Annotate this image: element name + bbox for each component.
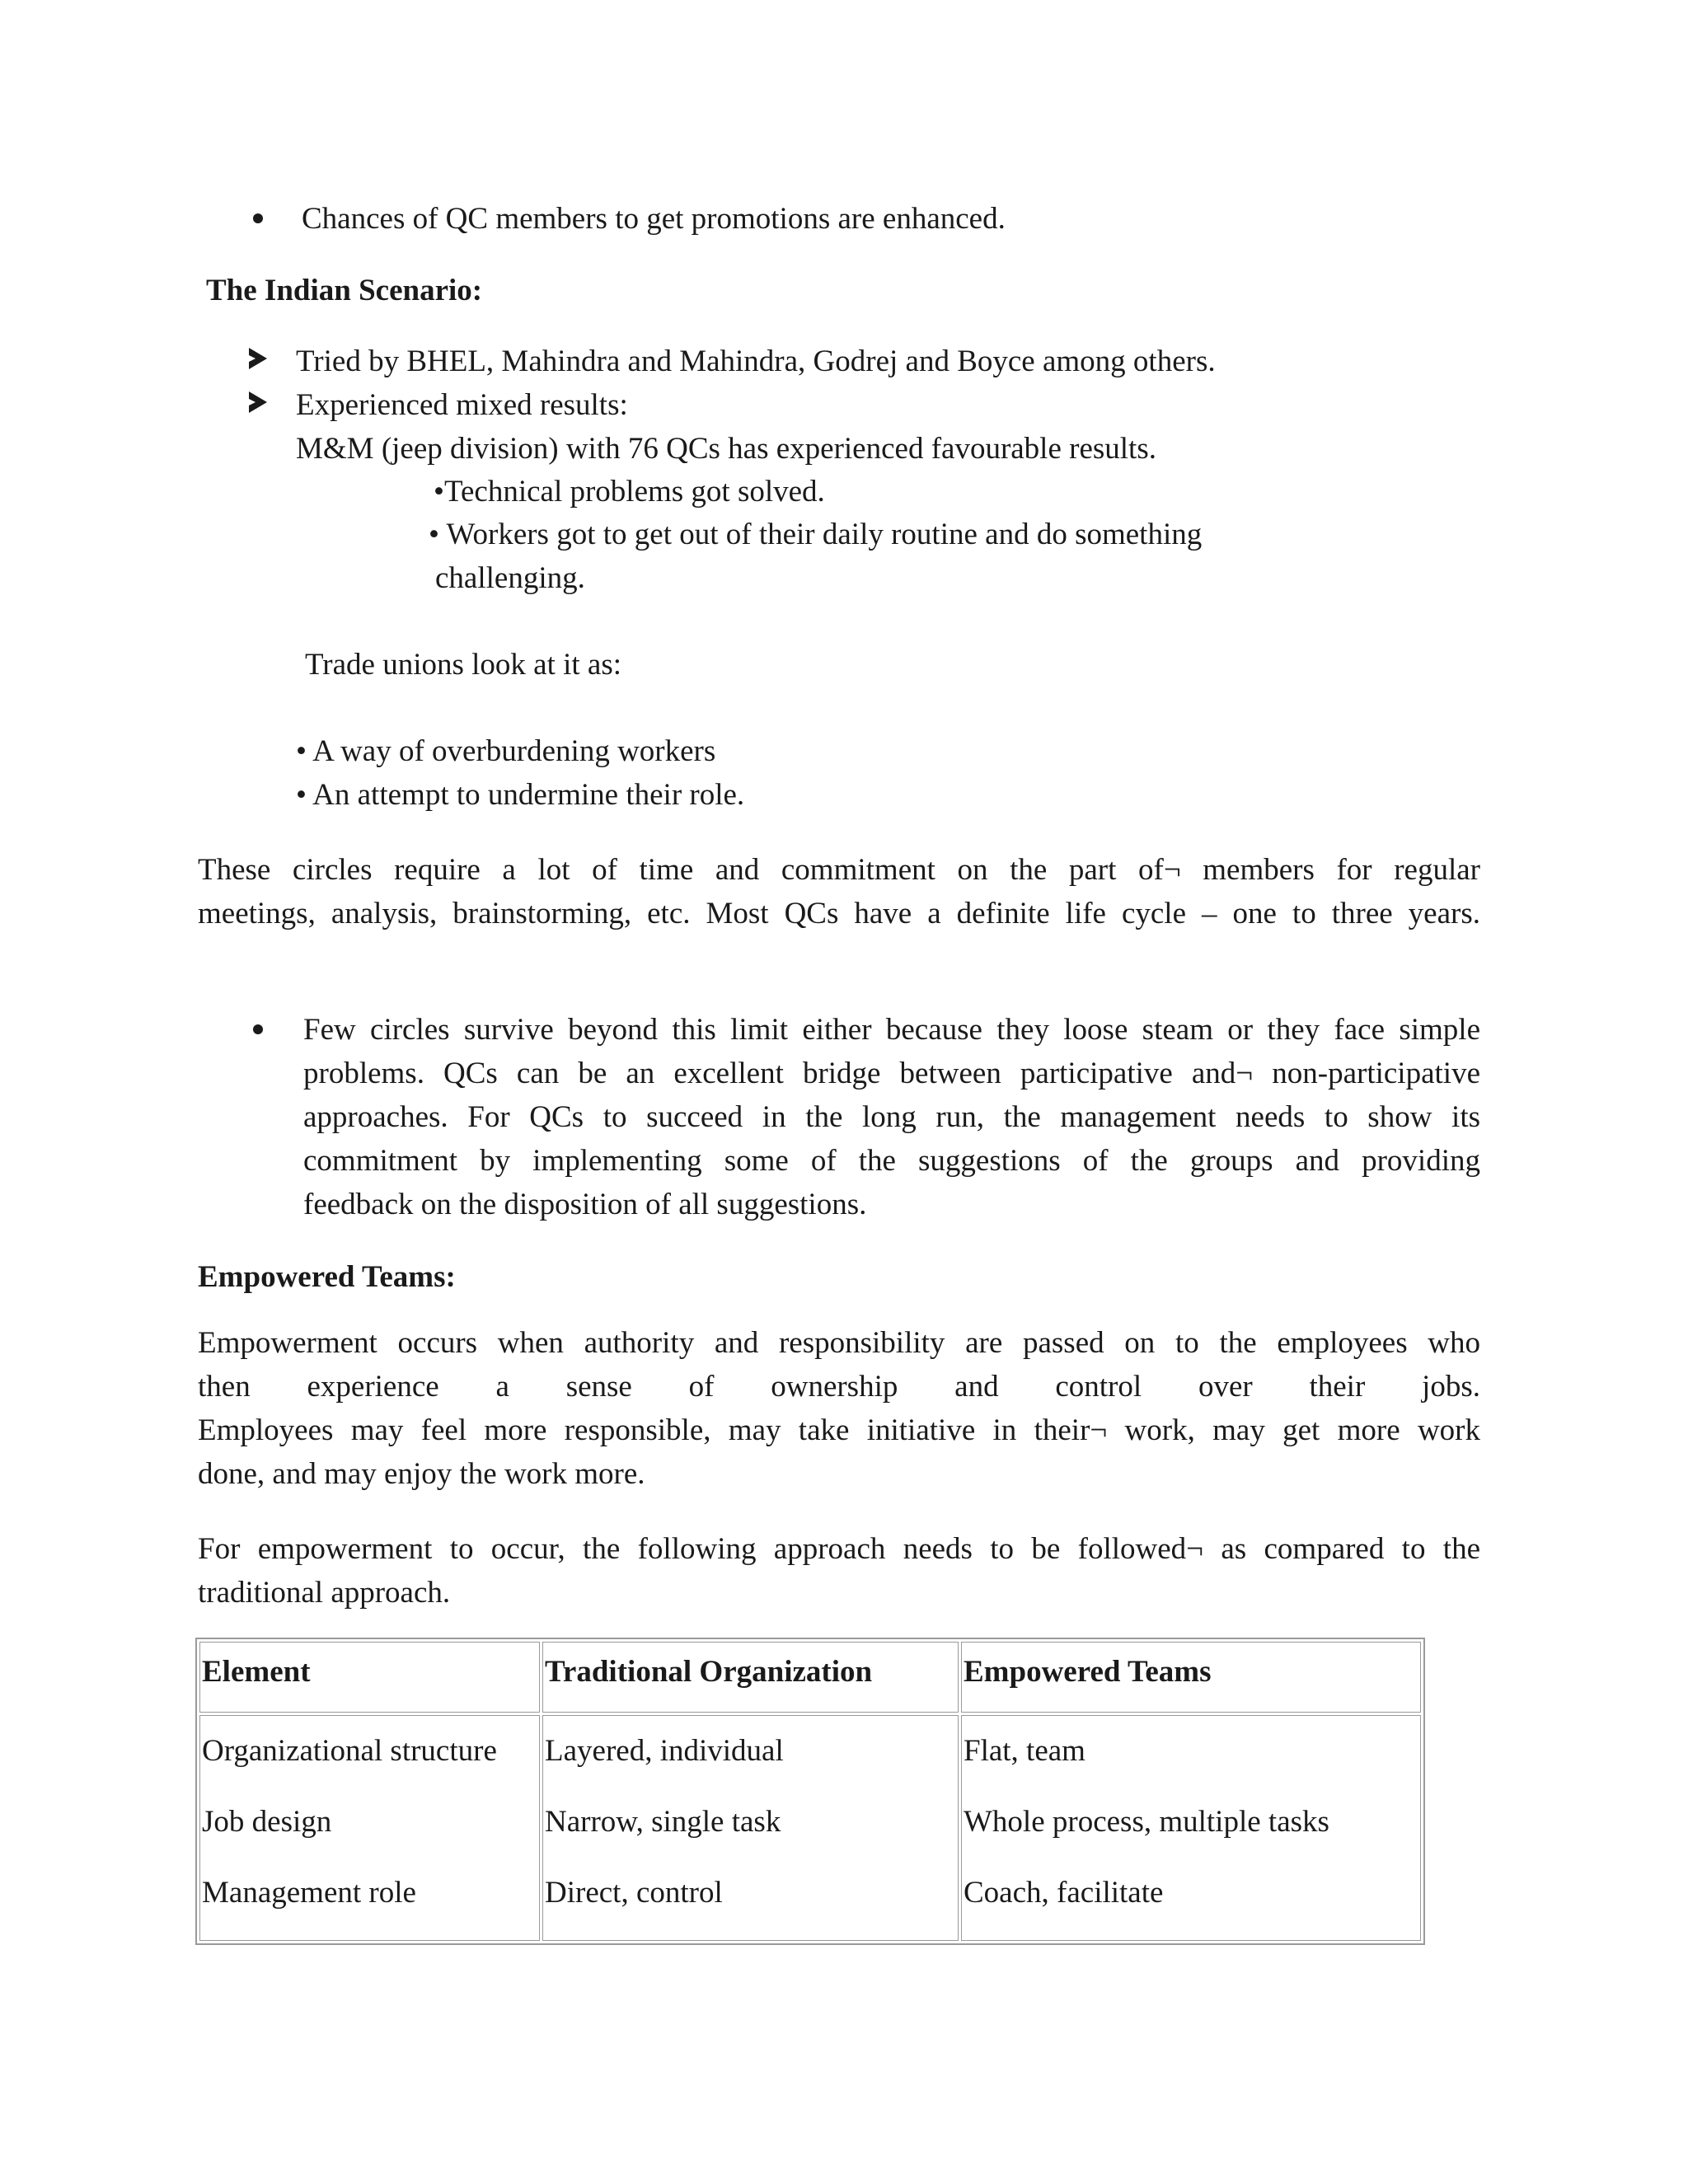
bullet-icon [253,213,263,223]
mm-point: challenging. [435,561,585,595]
paragraph-circles [198,848,1480,935]
arrow-bullet-icon [249,391,267,413]
mm-line: M&M (jeep division) with 76 QCs has experienced favourable results. [296,432,1156,466]
table-header-cell: Traditional Organization [542,1642,959,1713]
bullet-few-text [303,1008,1480,1226]
paragraph-line: done, and may enjoy the work more. [198,1457,645,1491]
table-cell: Organizational structure [202,1734,497,1768]
paragraph-line: Few circles survive beyond this limit either because they loose steam or they face simple [303,1013,1480,1047]
unions-point: • An attempt to undermine their role. [296,778,745,812]
unions-intro: Trade unions look at it as: [305,648,622,682]
paragraph-line: commitment by implementing some of the suggestions of the groups and providing [303,1144,1480,1178]
paragraph-line: problems. QCs can be an excellent bridge between participative and¬ non-participative [303,1057,1480,1090]
paragraph-line: These circles require a lot of time and commitment on the part of¬ members for regular [198,853,1480,887]
table-cell: Coach, facilitate [964,1876,1164,1910]
arrow-bullet-icon [249,348,267,369]
paragraph-approach [198,1527,1480,1615]
table-cell-element [199,1715,540,1941]
table-header-cell: Empowered Teams [961,1642,1421,1713]
table-cell: Flat, team [964,1734,1085,1768]
comparison-table [195,1638,1425,1945]
table-cell: Narrow, single task [545,1805,781,1839]
table-header-row [199,1642,1421,1713]
unions-point: • A way of overburdening workers [296,734,716,768]
table-cell: Whole process, multiple tasks [964,1805,1329,1839]
section-heading-empowered: Empowered Teams: [198,1260,456,1294]
paragraph-line: feedback on the disposition of all suggestions. [303,1188,867,1221]
table-body-row [199,1715,1421,1941]
paragraph-line: Empowerment occurs when authority and responsibility are passed on to the employees who [198,1326,1480,1360]
paragraph-line: approaches. For QCs to succeed in the long run, the management needs to show its [303,1100,1480,1134]
paragraph-line: then experience a sense of ownership and control over their jobs. [198,1370,1480,1404]
section-heading-indian: The Indian Scenario: [206,274,483,307]
paragraph-line: Employees may feel more responsible, may take initiative in their¬ work, may get more work [198,1413,1480,1447]
table-cell: Direct, control [545,1876,723,1910]
paragraph-line: For empowerment to occur, the following approach needs to be followed¬ as compared to the [198,1532,1480,1566]
table-cell-empowered [961,1715,1421,1941]
table-header-cell: Element [199,1642,540,1713]
mm-point: •Technical problems got solved. [434,475,825,509]
table-cell: Job design [202,1805,332,1839]
table-cell-traditional [542,1715,959,1941]
mm-point: • Workers got to get out of their daily routine and do something [429,518,1203,551]
bullet-icon [253,1024,263,1034]
bullet-top-text: Chances of QC members to get promotions are enhanced. [302,202,1006,236]
table-cell: Management role [202,1876,416,1910]
paragraph-empower [198,1321,1480,1496]
paragraph-line: traditional approach. [198,1576,451,1610]
arrow-item: Tried by BHEL, Mahindra and Mahindra, Godrej and Boyce among others. [296,344,1216,378]
table-cell: Layered, individual [545,1734,784,1768]
arrow-item: Experienced mixed results: [296,388,628,422]
paragraph-line: meetings, analysis, brainstorming, etc. Most QCs have a definite life cycle – one to three years. [198,897,1480,930]
